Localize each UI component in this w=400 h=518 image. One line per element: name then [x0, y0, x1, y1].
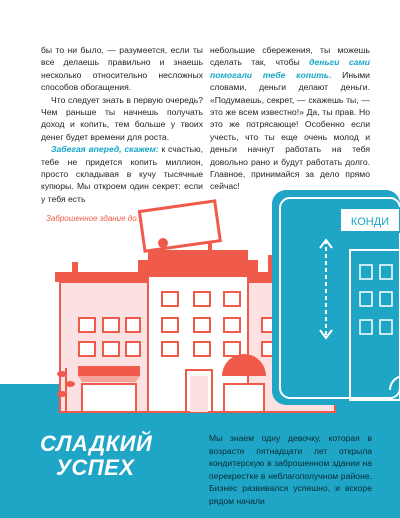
right-text-column	[210, 44, 370, 193]
illustration-caption: Заброшенное здание до...	[46, 214, 144, 223]
abandoned-building-illustration	[0, 190, 400, 430]
section-title-line-1: СЛАДКИЙ	[40, 431, 153, 456]
right-paragraph-1-end: . Иными словами, деньги делают деньги. «Подумаешь, секрет, — скажешь ты, — это же всем известно!» Да, ты прав. Но это же потрясающе! Особенно если учесть, что ты еще очень молод и деньги начнут работать на тебя довольно рано и будут работать долго. Главное, принимайся за дело прямо сейчас!	[210, 69, 370, 192]
storefront-right	[222, 354, 266, 412]
right-paragraph-1-emphasis: деньги сами помогали тебе копить	[210, 57, 370, 80]
section-story-text: Мы знаем одну девочку, которая в возрасте пятнадцати лет открыла кондитерскую в заброшенном здании на перекрестке в неблагополучном районе. Бизнес развивался успешно, и вскоре рядом начали	[209, 433, 372, 506]
left-paragraph-3-body: к счастью, тебе не придется копить миллион, просто складывая в кучу тысячные купюры. Мы откроем один секрет: если у тебя есть	[41, 144, 203, 204]
section-title-line-2: УСПЕХ	[56, 455, 135, 480]
blueprint-building	[272, 190, 400, 405]
left-paragraph-3-emphasis: Забегая вперед, скажем:	[51, 144, 159, 155]
left-text-column	[41, 44, 203, 205]
blueprint-sign-text: КОНДИ	[350, 216, 390, 228]
left-paragraph-1: бы то ни было, — разумеется, если ты все делаешь правильно и знаешь несколько относительно несложных способов обогащения.	[41, 45, 203, 93]
right-paragraph-1	[210, 44, 370, 193]
section-title	[40, 432, 160, 480]
door-center	[186, 370, 212, 412]
storefront-left	[78, 366, 140, 412]
left-paragraph-2: Что следует знать в первую очередь? Чем раньше ты начнешь получать доход и копить, тем больше у твоих денег будет времени для роста.	[41, 94, 203, 142]
right-paragraph-1-start: небольшие сбережения, ты можешь сделать так, чтобы	[210, 45, 370, 68]
